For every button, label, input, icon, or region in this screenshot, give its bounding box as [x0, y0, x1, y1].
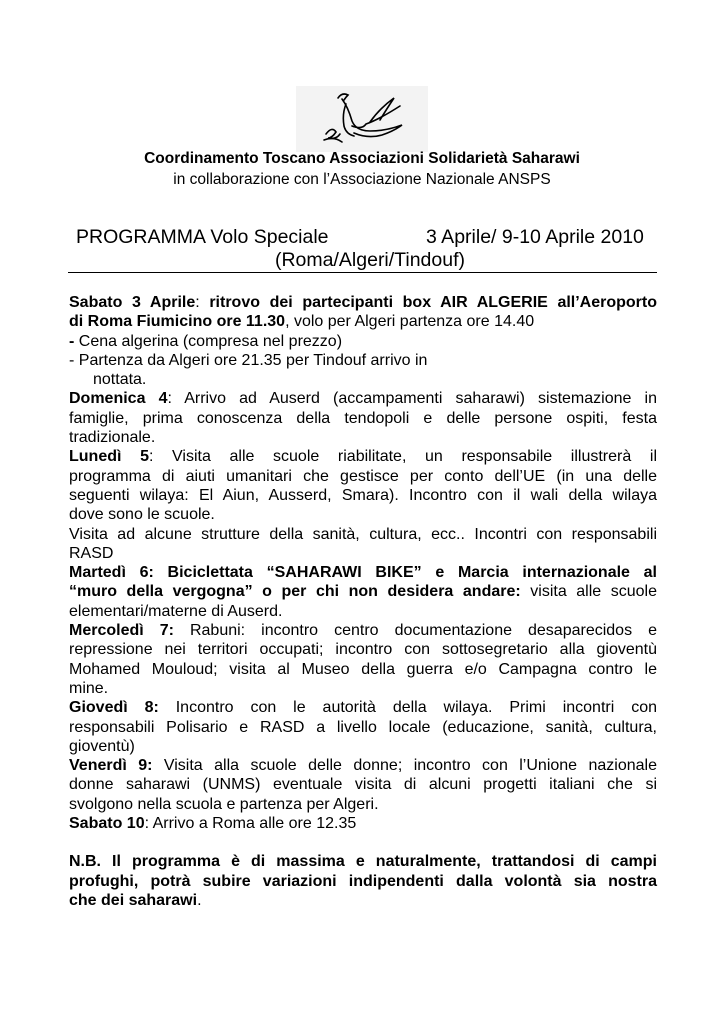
note-line3: che dei saharawi. — [69, 891, 202, 909]
dove-icon — [296, 86, 428, 152]
mar6-line3: elementari/materne di Auserd. — [69, 602, 283, 620]
lun5-line6: RASD — [69, 544, 114, 562]
sab3-line1: Sabato 3 Aprile: ritrovo dei partecipanti box AIR ALGERIE all’Aeroporto — [69, 294, 658, 311]
dove-logo — [296, 86, 428, 152]
note-line2: profughi, potrà subire variazioni indipendenti dalla volontà sia nostra — [69, 872, 657, 890]
sab10-line1: Sabato 10: Arrivo a Roma alle ore 12.35 — [69, 815, 357, 833]
dom4-line3: tradizionale. — [69, 429, 156, 447]
route-subtitle: (Roma/Algeri/Tindouf) — [274, 249, 465, 271]
mer7-line2: repressione nei territori occupati; incontro con sottosegretario alla gioventù — [69, 641, 657, 659]
gio8-line2: responsabili Polisario e RASD a livello locale (educazione, sanità, cultura, — [69, 718, 657, 736]
mer7-line3: Mohamed Mouloud; visita al Museo della guerra e/o Campagna contro le — [69, 660, 657, 678]
program-body — [69, 293, 657, 910]
lun5-line1: Lunedì 5: Visita alle scuole riabilitate, un responsabile illustrerà il — [69, 448, 657, 466]
gio8-line1: Giovedì 8: Incontro con le autorità della wilaya. Primi incontri con — [69, 699, 657, 717]
mar6-line2: “muro della vergogna” o per chi non desidera andare: visita alle scuole — [69, 583, 657, 601]
dom4-line2: famiglie, prima conoscenza della tendopoli e delle persone ospiti, festa — [69, 409, 657, 427]
program-title — [76, 226, 644, 249]
organization-name: Coordinamento Toscano Associazioni Solidarietà Saharawi — [144, 150, 580, 167]
collaboration-line: in collaborazione con l’Associazione Nazionale ANSPS — [173, 171, 551, 188]
ven9-line2: donne saharawi (UNMS) eventuale visita di alcuni progetti italiani che si — [69, 776, 657, 794]
mar6-line1: Martedì 6: Biciclettata “SAHARAWI BIKE” e Marcia internazionale al — [69, 564, 657, 582]
mer7-line1: Mercoledì 7: Rabuni: incontro centro documentazione desaparecidos e — [69, 622, 657, 640]
title-dates: 3 Aprile/ 9-10 Aprile 2010 — [426, 226, 644, 248]
lun5-line4: dove sono le scuole. — [69, 506, 215, 524]
title-divider — [68, 272, 657, 273]
dom4-line1: Domenica 4: Arrivo ad Auserd (accampamenti saharawi) sistemazione in — [69, 390, 658, 408]
ven9-line3: svolgono nella scuola e partenza per Algeri. — [69, 795, 379, 813]
sab3-line2: di Roma Fiumicino ore 11.30, volo per Algeri partenza ore 14.40 — [69, 313, 535, 331]
gio8-line3: gioventù) — [69, 737, 135, 755]
ven9-line1: Venerdì 9: Visita alla scuole delle donne; incontro con l’Unione nazionale — [69, 757, 657, 775]
lun5-line2: programma di aiuti umanitari che gestisce per conto dell’UE (in una delle — [69, 467, 657, 485]
mer7-line4: mine. — [69, 679, 109, 697]
lun5-line5: Visita ad alcune strutture della sanità, cultura, ecc.. Incontri con responsabili — [69, 525, 657, 543]
bullet-continuation: nottata. — [93, 371, 147, 389]
bullet-item: - Partenza da Algeri ore 21.35 per Tindouf arrivo in — [69, 351, 428, 369]
lun5-line3: seguenti wilaya: El Aiun, Ausserd, Smara). Incontro con il wali della wilaya — [69, 486, 657, 504]
title-text: PROGRAMMA Volo Speciale — [76, 226, 329, 248]
bullet-item: - Cena algerina (compresa nel prezzo) — [69, 332, 343, 350]
note-line1: N.B. Il programma è di massima e naturalmente, trattandosi di campi — [69, 853, 657, 871]
